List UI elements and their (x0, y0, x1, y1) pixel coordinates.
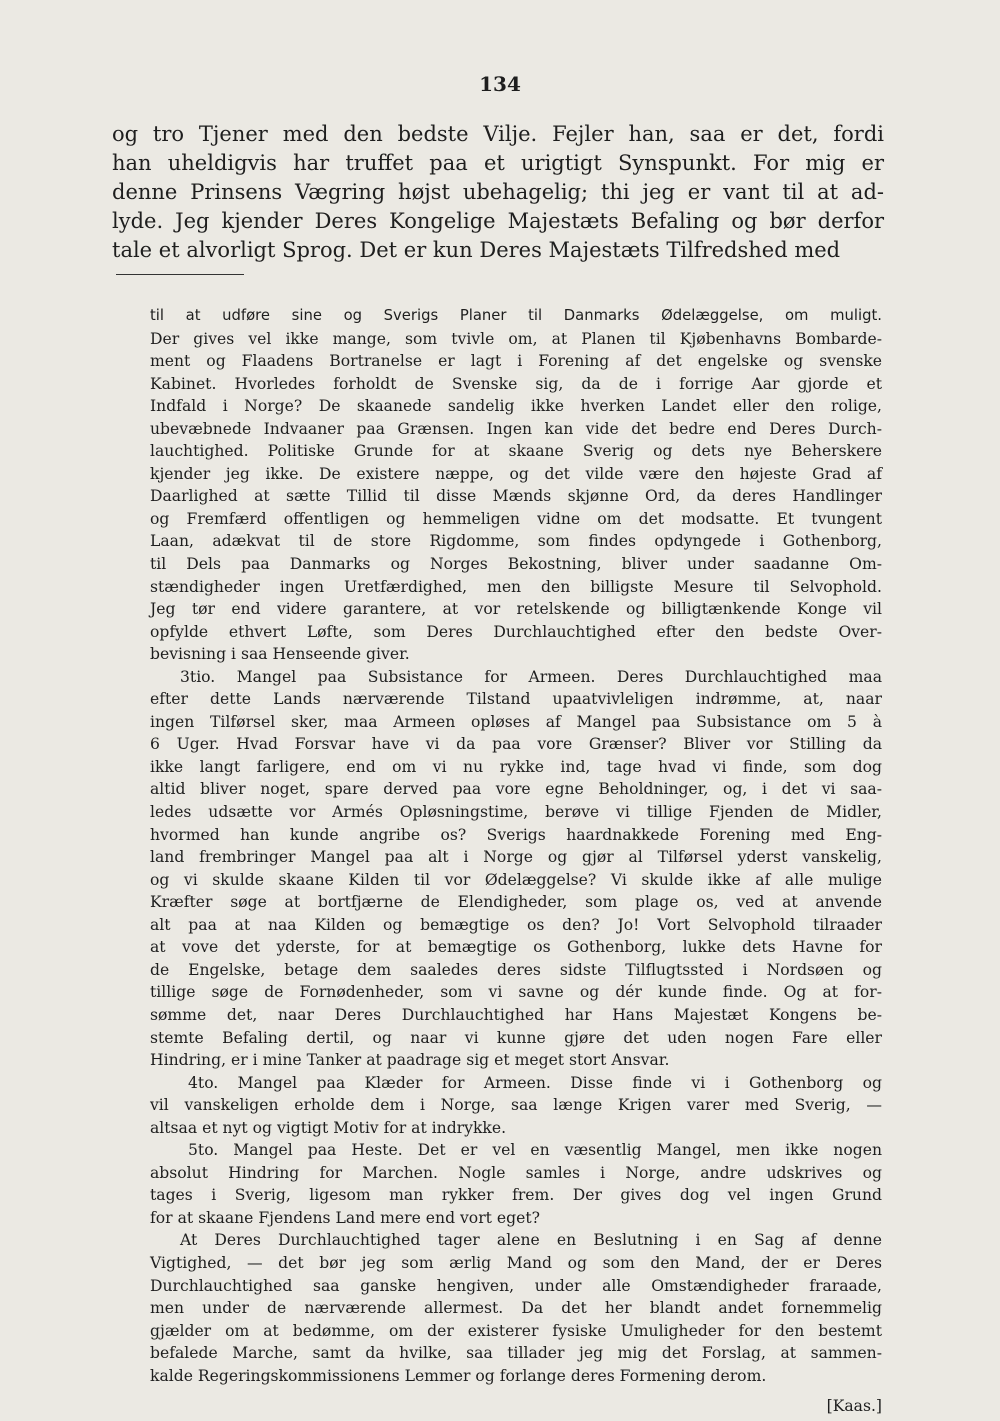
text-line: ikke langt farligere, end om vi nu rykke ind, tage hvad vi finde, som dog (150, 757, 882, 776)
text-line: hvormed han kunde angribe os? Sverigs haardnakkede Forening med Eng- (150, 825, 882, 844)
text-line: absolut Hindring for Marchen. Nogle samles i Norge, andre udskrives og (150, 1163, 882, 1182)
page-number: 134 (479, 72, 521, 96)
text-line: 5to. Mangel paa Heste. Det er vel en væsentlig Mangel, men ikke nogen (188, 1141, 882, 1160)
text-line: altsaa et nyt og vigtigt Motiv for at indrykke. (150, 1118, 507, 1137)
footnote-rule (116, 274, 244, 275)
text-line: Hindring, er i mine Tanker at paadrage sig et meget stort Ansvar. (150, 1051, 670, 1070)
text-line: tale et alvorligt Sprog. Det er kun Deres Majestæts Tilfredshed med (112, 238, 841, 262)
text-line: Daarlighed at sætte Tillid til disse Mænds skjønne Ord, da deres Handlinger (150, 487, 882, 506)
text-line: stemte Befaling dertil, og naar vi kunne gjøre det uden nogen Fare eller (150, 1028, 882, 1047)
text-line: og vi skulde skaane Kilden til vor Ødelæggelse? Vi skulde ikke af alle mulige (150, 870, 882, 889)
text-line: opfylde ethvert Løfte, som Deres Durchlauchtighed efter den bedste Over- (150, 622, 882, 641)
text-line: alt paa at naa Kilden og bemægtige os den? Jo! Vort Selvophold tilraader (150, 915, 882, 934)
text-line: tages i Sverig, ligesom man rykker frem. Der gives dog vel ingen Grund (150, 1186, 882, 1205)
text-line: ledes udsætte vor Armés Opløsningstime, berøve vi tillige Fjenden de Midler, (150, 803, 882, 822)
text-line: Kræfter søge at bortfjærne de Elendigheder, som plage os, ved at anvende (150, 893, 882, 912)
text-line: vil vanskeligen erholde dem i Norge, saa længe Krigen varer med Sverig, — (150, 1096, 882, 1115)
text-line: lyde. Jeg kjender Deres Kongelige Majestæts Befaling og bør derfor (112, 209, 884, 233)
text-line: Indfald i Norge? De skaanede sandelig ikke hverken Landet eller den rolige, (150, 397, 882, 416)
text-line: Jeg tør end videre garantere, at vor retelskende og billigtænkende Konge vil (150, 600, 882, 619)
text-line: at vove det yderste, for at bemægtige os Gothenborg, lukke dets Havne for (150, 938, 882, 957)
text-line: sømme det, naar Deres Durchlauchtighed har Hans Majestæt Kongens be- (150, 1005, 882, 1024)
text-line: At Deres Durchlauchtighed tager alene en Beslutning i en Sag af denne (180, 1231, 882, 1250)
text-line: 4to. Mangel paa Klæder for Armeen. Disse finde vi i Gothenborg og (188, 1073, 882, 1092)
text-line: altid bliver noget, spare derved paa vore egne Beholdninger, og, i det vi saa- (150, 780, 882, 799)
text-line: og Fremfærd offentligen og hemmeligen vidne om det modsatte. Et tvungent (150, 509, 882, 528)
text-line: bevisning i saa Henseende giver. (150, 645, 410, 664)
text-line: ubevæbnede Indvaaner paa Grænsen. Ingen kan vide det bedre end Deres Durch- (150, 419, 882, 438)
main-text (112, 120, 884, 265)
text-line: tillige søge de Fornødenheder, som vi savne og dér kunde finde. Og at for- (150, 983, 882, 1002)
text-line: land frembringer Mangel paa alt i Norge og gjør al Tilførsel yderst vanskelig, (150, 848, 882, 867)
text-line: stændigheder ingen Uretfærdighed, men den billigste Mesure til Selvophold. (150, 577, 882, 596)
text-line: efter dette Lands nærværende Tilstand upaatvivleligen indrømme, at, naar (150, 690, 882, 709)
text-line: ingen Tilførsel sker, maa Armeen opløses af Mangel paa Subsistance om 5 à (150, 712, 882, 731)
text-line: men under de nærværende allermest. Da det her blandt andet fornemmelig (150, 1299, 882, 1318)
text-line: befalede Marche, samt da hvilke, saa tillader jeg mig det Forslag, at sammen- (150, 1344, 882, 1363)
text-line: 6 Uger. Hvad Forsvar have vi da paa vore Grænser? Bliver vor Stilling da (150, 735, 882, 754)
text-line: Laan, adækvat til de store Rigdomme, som findes opdyngede i Gothenborg, (150, 532, 882, 551)
text-line: til Dels paa Danmarks og Norges Bekostning, bliver under saadanne Om- (150, 555, 882, 574)
text-line: Vigtighed, — det bør jeg som ærlig Mand og som den Mand, der er Deres (150, 1253, 882, 1272)
text-line: og tro Tjener med den bedste Vilje. Fejler han, saa er det, fordi (112, 122, 884, 146)
text-line: han uheldigvis har truffet paa et urigtigt Synspunkt. For mig er (112, 151, 884, 175)
text-line: ment og Flaadens Bortranelse er lagt i Forening af det engelske og svenske (150, 352, 882, 371)
text-line: Der gives vel ikke mange, som tvivle om, at Planen til Kjøbenhavns Bombarde- (150, 329, 882, 348)
text-line: for at skaane Fjendens Land mere end vort eget? (150, 1208, 540, 1227)
text-line: til at udføre sine og Sverigs Planer til Danmarks Ødelæggelse, om muligt. (150, 307, 882, 324)
text-line: de Engelske, betage dem saaledes deres sidste Tilflugtssted i Nordsøen og (150, 960, 882, 979)
text-line: denne Prinsens Vægring højst ubehagelig; thi jeg er vant til at ad- (112, 180, 884, 204)
text-line: kalde Regeringskommissionens Lemmer og forlange deres Formening derom. (150, 1366, 767, 1385)
signature: [Kaas.] (826, 1397, 882, 1416)
footnote-text (150, 305, 882, 1418)
text-line: gjælder om at bedømme, om der existerer fysiske Umuligheder for den bestemt (150, 1321, 882, 1340)
text-line: 3tio. Mangel paa Subsistance for Armeen. Deres Durchlauchtighed maa (180, 667, 882, 686)
text-line: Durchlauchtighed saa ganske hengiven, under alle Omstændigheder fraraade, (150, 1276, 882, 1295)
text-line: lauchtighed. Politiske Grunde for at skaane Sverig og dets nye Beherskere (150, 442, 882, 461)
text-line: kjender jeg ikke. De existere næppe, og det vilde være den højeste Grad af (150, 464, 882, 483)
text-line: Kabinet. Hvorledes forholdt de Svenske sig, da de i forrige Aar gjorde et (150, 374, 882, 393)
